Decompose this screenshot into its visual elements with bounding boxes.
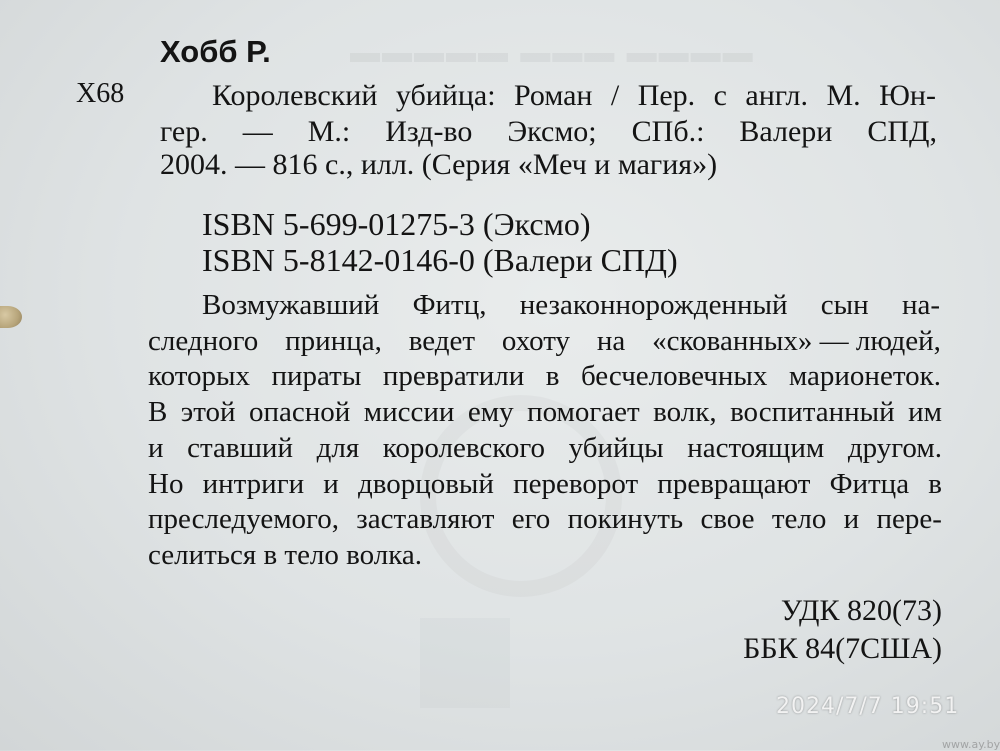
annotation-line: В этой опасной миссии ему помогает волк, воспитанный им [148, 396, 942, 428]
annotation-line: Возмужавший Фитц, незаконнорожденный сын на- [202, 289, 940, 321]
udk-index: УДК 820(73) [780, 594, 942, 627]
annotation-line: следного принца, ведет охоту на «скованных» — людей, [148, 325, 941, 357]
bleed-through-text: ▬▬▬▬▬ ▬▬▬ ▬▬▬▬ [350, 36, 755, 69]
isbn-valeri: ISBN 5-8142-0146-0 (Валери СПД) [202, 242, 678, 278]
description-line: 2004. — 816 с., илл. (Серия «Меч и магия») [160, 148, 718, 181]
isbn-eksmo: ISBN 5-699-01275-3 (Эксмо) [202, 206, 591, 242]
photo-timestamp: 2024/7/7 19:51 [776, 694, 960, 719]
site-watermark: www.ay.by [942, 738, 1000, 751]
author-name: Хобб Р. [160, 34, 271, 69]
annotation-line: и ставший для королевского убийцы настоящим другом. [148, 432, 942, 464]
annotation-line: селиться в тело волка. [148, 539, 423, 571]
classification-code: Х68 [76, 78, 125, 109]
annotation-line: преследуемого, заставляют его покинуть свое тело и пере- [148, 503, 942, 535]
annotation-line: которых пираты превратили в бесчеловечных марионеток. [148, 360, 941, 392]
description-line: гер. — М.: Изд-во Эксмо; СПб.: Валери СПД, [160, 115, 937, 148]
description-line: Королевский убийца: Роман / Пер. с англ. М. Юн- [212, 79, 936, 112]
bleed-through-graphic [420, 618, 510, 708]
pushpin-icon [0, 306, 22, 328]
annotation-line: Но интриги и дворцовый переворот превращают Фитца в [148, 468, 942, 500]
bbk-index: ББК 84(7США) [743, 632, 942, 665]
